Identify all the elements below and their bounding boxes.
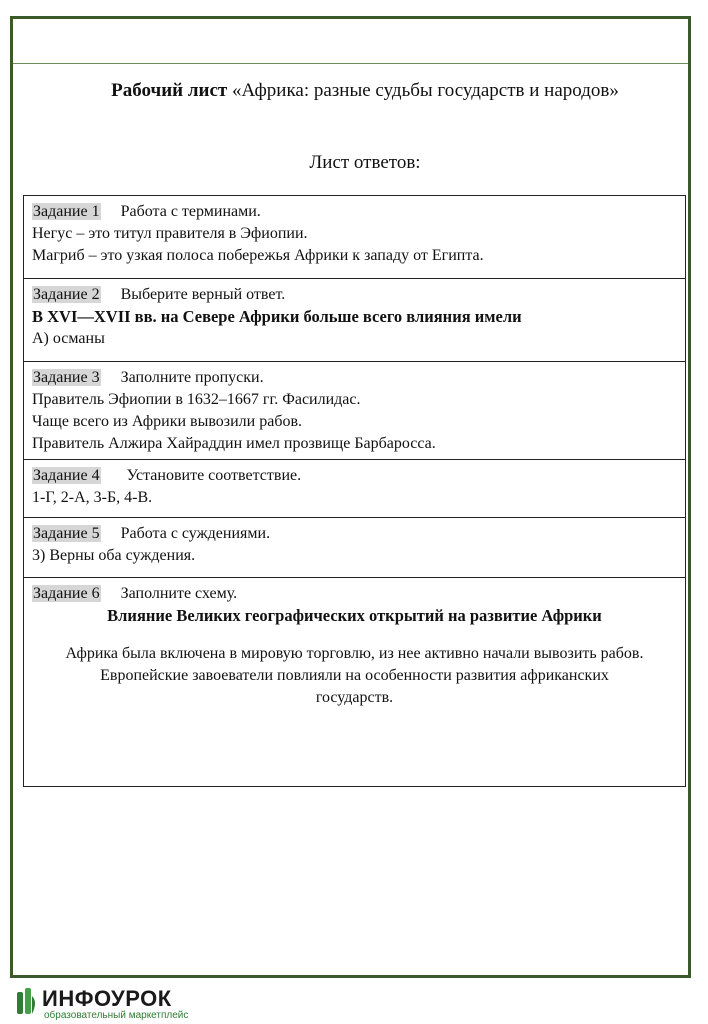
task-question: В XVI—XVII вв. на Севере Африки больше всего влияния имели	[32, 307, 522, 326]
answer-line: 1-Г, 2-А, 3-Б, 4-В.	[32, 489, 153, 506]
worksheet-title	[100, 78, 630, 103]
task-5	[24, 518, 685, 578]
answer-line: 3) Верны оба суждения.	[32, 547, 196, 564]
title-rest: «Африка: разные судьбы государств и народов»	[227, 80, 619, 101]
task-number: Задание 3	[33, 369, 100, 386]
task-name: Заполните схему.	[120, 585, 238, 602]
infourok-logo	[16, 986, 216, 1022]
task-name: Работа с терминами.	[120, 203, 261, 220]
task-name: Выберите верный ответ.	[120, 286, 286, 303]
answers-table	[23, 195, 686, 787]
task-2	[24, 279, 685, 362]
task-name: Установите соответствие.	[126, 467, 302, 484]
title-bold: Рабочий лист	[111, 80, 228, 101]
task-number: Задание 4	[33, 467, 100, 484]
logo-name: ИНФОУРОК	[42, 986, 172, 1011]
task-4	[24, 460, 685, 518]
task-3	[24, 362, 685, 460]
task-number: Задание 2	[33, 286, 100, 303]
task-name: Работа с суждениями.	[120, 525, 271, 542]
answer-line: Правитель Эфиопии в 1632–1667 гг. Фасилидас.	[32, 391, 361, 408]
logo-leaf-icon	[16, 988, 38, 1018]
answer-line: Правитель Алжира Хайраддин имел прозвище Барбаросса.	[32, 435, 436, 452]
task-1	[24, 196, 685, 279]
logo-subtitle: образовательный маркетплейс	[44, 1010, 189, 1021]
task-number: Задание 5	[33, 525, 100, 542]
task-number: Задание 6	[33, 585, 100, 602]
scheme-text: Африка была включена в мировую торговлю, из нее активно начали вывозить рабов. Европейские завоеватели повлияли на особенности развития африканских государств.	[65, 645, 644, 706]
answer-line: Чаще всего из Африки вывозили рабов.	[32, 413, 303, 430]
answers-heading: Лист ответов:	[309, 152, 421, 173]
answer-line: Негус – это титул правителя в Эфиопии.	[32, 225, 308, 242]
task-6	[24, 578, 685, 786]
header-divider	[13, 63, 688, 64]
task-name: Заполните пропуски.	[120, 369, 264, 386]
task-number: Задание 1	[33, 203, 100, 220]
answer-line: Магриб – это узкая полоса побережья Африки к западу от Египта.	[32, 247, 484, 264]
answer-line: А) османы	[32, 330, 105, 347]
scheme-title: Влияние Великих географических открытий на развитие Африки	[107, 606, 602, 625]
